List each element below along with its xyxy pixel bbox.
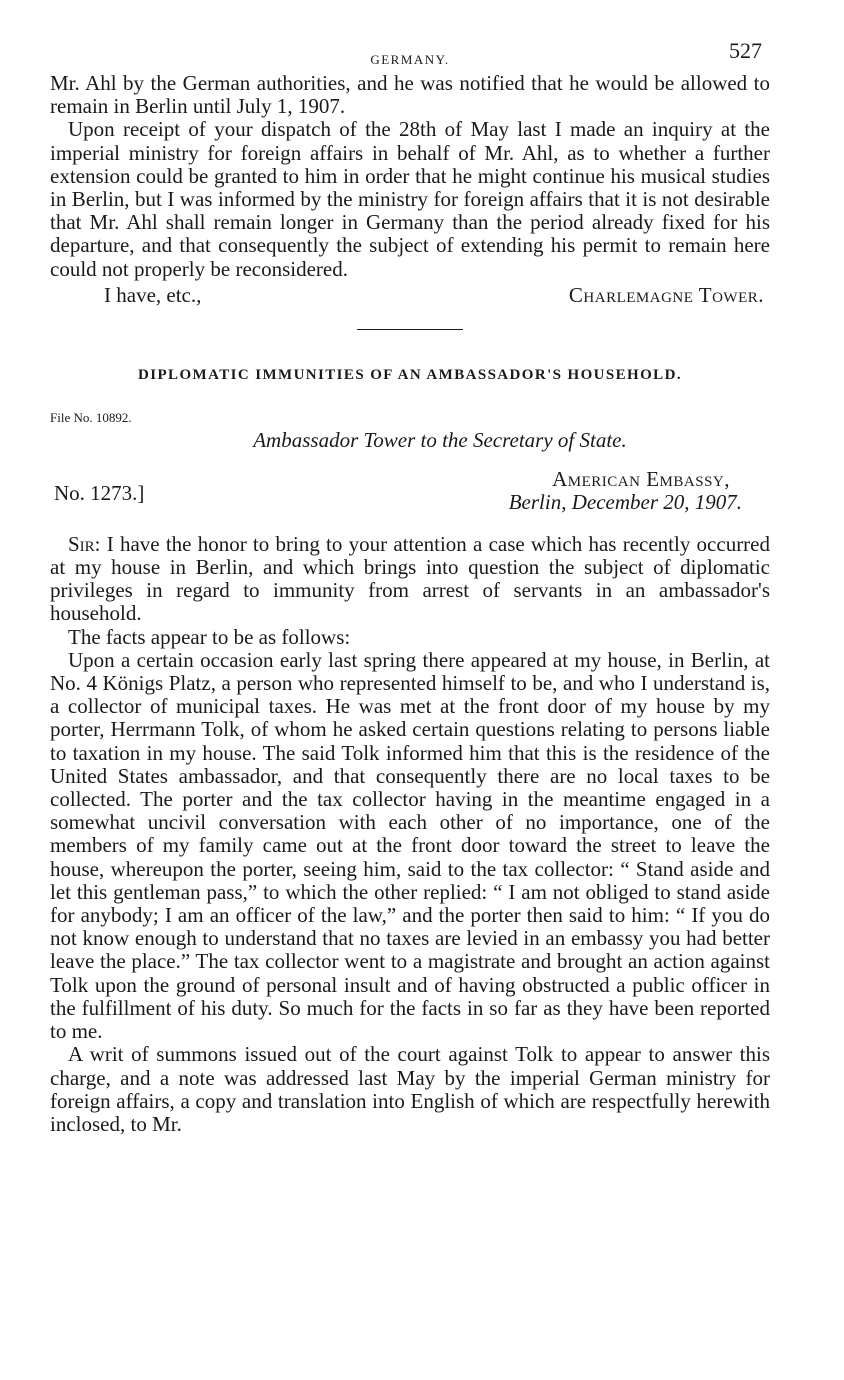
facts-intro-paragraph: The facts appear to be as follows:	[68, 624, 351, 649]
complimentary-close: I have, etc.,	[104, 282, 202, 307]
letter-heading	[50, 467, 770, 529]
opening-paragraph	[50, 533, 770, 626]
summons-paragraph: A writ of summons issued out of the court against Tolk to appear to answer this charge, and a note was addressed last May by the imperial German ministry for foreign affairs, a copy and translation into English of which are respectfully herewith inclosed, to Mr.	[50, 1042, 770, 1136]
letter-closing	[50, 281, 770, 311]
running-title: GERMANY.	[370, 52, 450, 67]
letter-place: American Embassy,	[552, 466, 730, 491]
facts-paragraph: Upon a certain occasion early last spring there appeared at my house, in Berlin, at No. 4 Königs Platz, a person who represented himself to be, and who I understand is, a collector of municipal taxes. He was met at the front door of my house by my porter, Herrmann Tolk, of whom he asked certain questions relating to persons liable to taxation in my house. The said Tolk informed him that this is the residence of the United States ambassador, and that consequently there are no local taxes to be collected. The porter and the tax collector having in the meantime engaged in a somewhat uncivil conversation with each other of no importance, one of the members of my family came out at the front door toward the street to leave the house, whereupon the porter, seeing him, said to the tax collector: “ Stand aside and let this gentleman pass,” to which the other replied: “ I am not obliged to stand aside for anybody; I am an officer of the law,” and the porter then said to him: “ If you do not know enough to understand that no taxes are levied in an embassy you had better leave the place.” The tax collector went to a magistrate and brought an action against Tolk upon the ground of personal insult and of having obstructed a public officer in the fulfillment of his duty. So much for the facts in so far as they have been reported to me.	[50, 647, 770, 1044]
document-page	[50, 38, 770, 1136]
file-number: File No. 10892.	[50, 409, 132, 425]
dispatch-number: No. 1273.]	[54, 480, 145, 505]
letter-date: Berlin, December 20, 1907.	[508, 489, 742, 514]
letter-body	[50, 533, 770, 1136]
continued-paragraph: Mr. Ahl by the German authorities, and he was notified that he would be allowed to remain in Berlin until July 1, 1907.	[50, 71, 770, 119]
signature: Charlemagne Tower.	[568, 282, 764, 307]
section-heading: DIPLOMATIC IMMUNITIES OF AN AMBASSADOR'S HOUSEHOLD.	[138, 366, 682, 383]
document-subtitle: Ambassador Tower to the Secretary of State.	[253, 427, 627, 452]
section-divider	[357, 329, 463, 330]
opening-paragraph-text: I have the honor to bring to your attention a case which has recently occurred at my house in Berlin, and which brings into question the subject of diplomatic privileges in regard to immunity from arrest of servants in an ambassador's household.	[50, 531, 770, 626]
page-number: 527	[729, 38, 762, 63]
running-header	[50, 38, 770, 72]
salutation: Sir:	[68, 531, 101, 556]
inquiry-paragraph: Upon receipt of your dispatch of the 28th of May last I made an inquiry at the imperial ministry for foreign affairs in behalf of Mr. Ahl, as to whether a further extension could be granted to him in order that he might continue his musical studies in Berlin, but I was informed by the ministry for foreign affairs that it is not desirable that Mr. Ahl shall remain longer in Germany than the period already fixed for his departure, and that consequently the subject of extending his permit to remain here could not properly be reconsidered.	[50, 117, 770, 281]
